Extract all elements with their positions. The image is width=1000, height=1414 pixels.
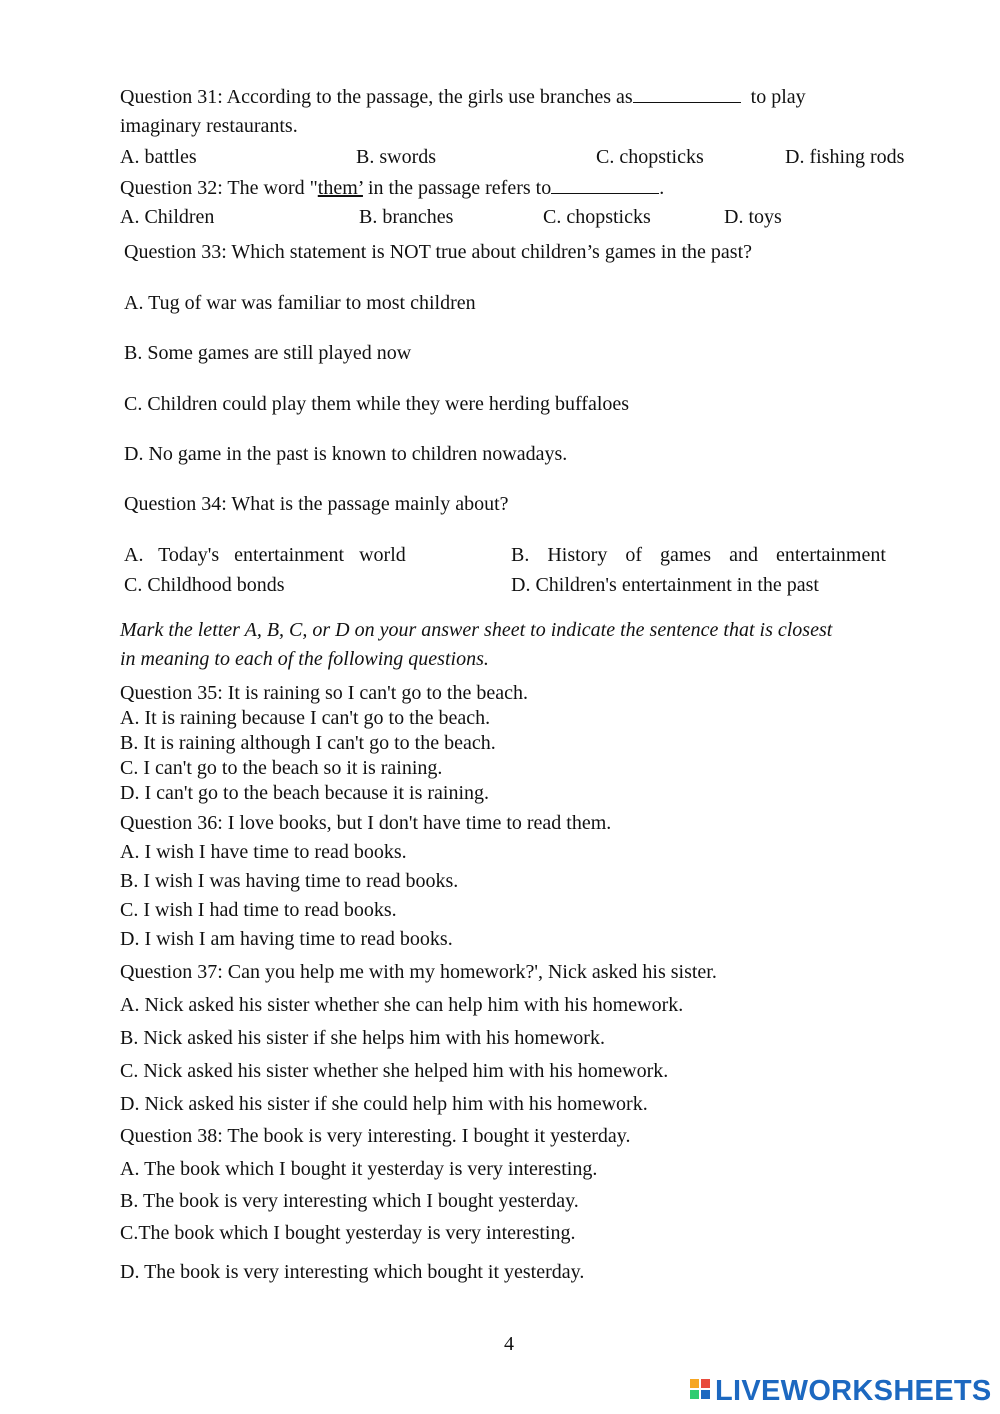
q34-option-a[interactable]: A. Today's entertainment world (124, 544, 406, 566)
q33-stem: Question 33: Which statement is NOT true about children’s games in the past? (124, 241, 753, 263)
q33-option-b[interactable]: B. Some games are still played now (124, 342, 412, 364)
q31-option-a[interactable]: A. battles (120, 146, 197, 168)
q33-option-a[interactable]: A. Tug of war was familiar to most children (124, 292, 476, 314)
q38-option-a[interactable]: A. The book which I bought it yesterday is very interesting. (120, 1158, 598, 1180)
q31-option-d[interactable]: D. fishing rods (785, 146, 905, 168)
q32-option-d[interactable]: D. toys (724, 206, 782, 228)
instruction-line-2: in meaning to each of the following questions. (120, 648, 489, 670)
q34-stem: Question 34: What is the passage mainly about? (124, 493, 509, 515)
q34-option-b[interactable]: B. History of games and entertainment (511, 544, 886, 566)
q32-stem: Question 32: The word "them’ in the passage refers to . (120, 177, 665, 199)
q34-option-d[interactable]: D. Children's entertainment in the past (511, 574, 819, 596)
q32-option-b[interactable]: B. branches (359, 206, 454, 228)
q31-stem-line2: imaginary restaurants. (120, 115, 298, 137)
q35-option-c[interactable]: C. I can't go to the beach so it is raining. (120, 757, 443, 779)
q34-option-c[interactable]: C. Childhood bonds (124, 574, 285, 596)
q32-option-c[interactable]: C. chopsticks (543, 206, 651, 228)
q37-option-b[interactable]: B. Nick asked his sister if she helps him with his homework. (120, 1027, 605, 1049)
q33-option-d[interactable]: D. No game in the past is known to children nowadays. (124, 443, 568, 465)
q37-stem: Question 37: Can you help me with my homework?', Nick asked his sister. (120, 961, 717, 983)
q37-option-d[interactable]: D. Nick asked his sister if she could help him with his homework. (120, 1093, 648, 1115)
q33-option-c[interactable]: C. Children could play them while they were herding buffaloes (124, 393, 630, 415)
q31-stem: Question 31: According to the passage, the girls use branches as to play (120, 86, 806, 108)
q32-option-a[interactable]: A. Children (120, 206, 215, 228)
liveworksheets-logo-icon (690, 1379, 712, 1405)
page-number: 4 (504, 1333, 514, 1355)
q31-option-c[interactable]: C. chopsticks (596, 146, 704, 168)
q32-underlined-word: them’ (317, 177, 363, 199)
instruction-line-1: Mark the letter A, B, C, or D on your answer sheet to indicate the sentence that is closest (120, 619, 833, 641)
q35-option-a[interactable]: A. It is raining because I can't go to the beach. (120, 707, 491, 729)
logo-text: LIVEWORKSHEETS (715, 1375, 992, 1407)
q36-option-d[interactable]: D. I wish I am having time to read books. (120, 928, 453, 950)
liveworksheets-logo (690, 1375, 992, 1408)
q38-option-c[interactable]: C.The book which I bought yesterday is very interesting. (120, 1222, 576, 1244)
q36-stem: Question 36: I love books, but I don't have time to read them. (120, 812, 612, 834)
q31-blank[interactable] (633, 84, 741, 103)
q38-stem: Question 38: The book is very interesting. I bought it yesterday. (120, 1125, 631, 1147)
q36-option-b[interactable]: B. I wish I was having time to read books. (120, 870, 459, 892)
q35-option-d[interactable]: D. I can't go to the beach because it is raining. (120, 782, 490, 804)
q36-option-a[interactable]: A. I wish I have time to read books. (120, 841, 407, 863)
q35-option-b[interactable]: B. It is raining although I can't go to the beach. (120, 732, 496, 754)
q36-option-c[interactable]: C. I wish I had time to read books. (120, 899, 397, 921)
q35-stem: Question 35: It is raining so I can't go to the beach. (120, 682, 528, 704)
q32-blank[interactable] (551, 175, 659, 194)
q38-option-b[interactable]: B. The book is very interesting which I bought yesterday. (120, 1190, 579, 1212)
q38-option-d[interactable]: D. The book is very interesting which bought it yesterday. (120, 1261, 585, 1283)
q37-option-a[interactable]: A. Nick asked his sister whether she can help him with his homework. (120, 994, 684, 1016)
q37-option-c[interactable]: C. Nick asked his sister whether she helped him with his homework. (120, 1060, 669, 1082)
q31-option-b[interactable]: B. swords (356, 146, 437, 168)
